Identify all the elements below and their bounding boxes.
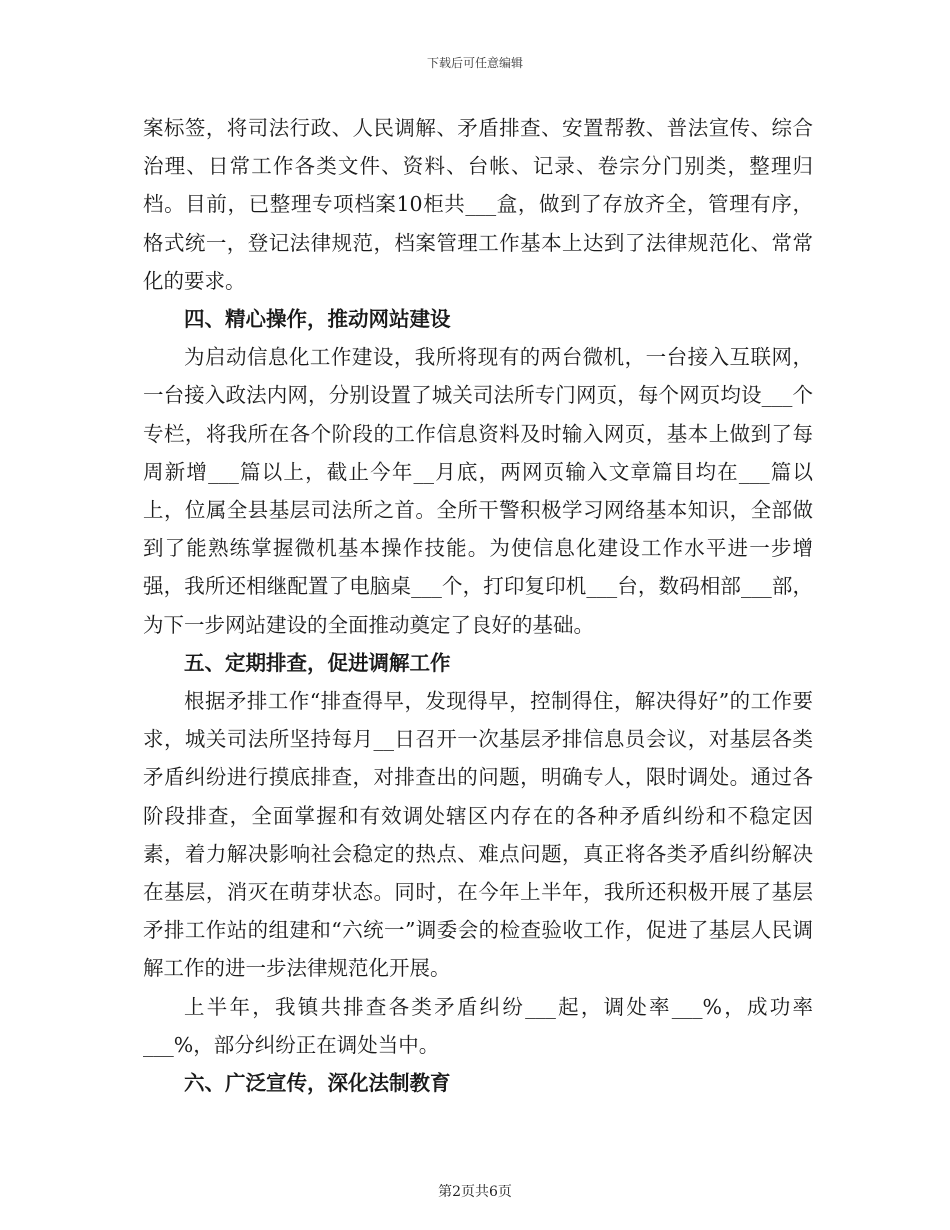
section-heading-legal-education: 六、广泛宣传，深化法制教育 [184, 1071, 451, 1096]
paragraph-website: 为启动信息化工作建设，我所将现有的两台微机，一台接入互联网，一台接入政法内网，分别设置了城关司法所专门网页，每个网页均设___个专栏，将我所在各个阶段的工作信息资料及时输入网页，基本上做到了每周新增___篇以上，截止今年__月底，两网页输入文章篇目均在___篇以上，位属全县基层司法所之首。全所干警积极学习网络基本知识，全部做到了能熟练掌握微机基本操作技能。为使信息化建设工作水平进一步增强，我所还相继配置了电脑桌___个，打印复印机___台，数码相部___部，为下一步网站建设的全面推动奠定了良好的基础。 [143, 345, 813, 637]
document-body [143, 109, 813, 1102]
page-number: 第2页共6页 [438, 1184, 512, 1200]
section-heading-website: 四、精心操作，推动网站建设 [184, 307, 451, 332]
section-heading-mediation: 五、定期排查，促进调解工作 [184, 650, 451, 675]
paragraph-mediation-stats: 上半年，我镇共排查各类矛盾纠纷___起，调处率___%，成功率___%，部分纠纷正在调处当中。 [143, 994, 813, 1057]
paragraph-mediation: 根据矛排工作“排查得早，发现得早，控制得住，解决得好”的工作要求，城关司法所坚持每月__日召开一次基层矛排信息员会议，对基层各类矛盾纠纷进行摸底排查，对排查出的问题，明确专人，限时调处。通过各阶段排查，全面掌握和有效调处辖区内存在的各种矛盾纠纷和不稳定因素，着力解决影响社会稳定的热点、难点问题，真正将各类矛盾纠纷解决在基层，消灭在萌芽状态。同时，在今年上半年，我所还积极开展了基层矛排工作站的组建和“六统一”调委会的检查验收工作，促进了基层人民调解工作的进一步法律规范化开展。 [143, 689, 813, 981]
page-header: 下载后可任意编辑 [426, 56, 523, 70]
paragraph-archives-continued: 案标签，将司法行政、人民调解、矛盾排查、安置帮教、普法宣传、综合治理、日常工作各类文件、资料、台帐、记录、卷宗分门别类，整理归档。目前，已整理专项档案10柜共___盒，做到了存放齐全，管理有序，格式统一，登记法律规范，档案管理工作基本上达到了法律规范化、常常化的要求。 [143, 116, 813, 293]
